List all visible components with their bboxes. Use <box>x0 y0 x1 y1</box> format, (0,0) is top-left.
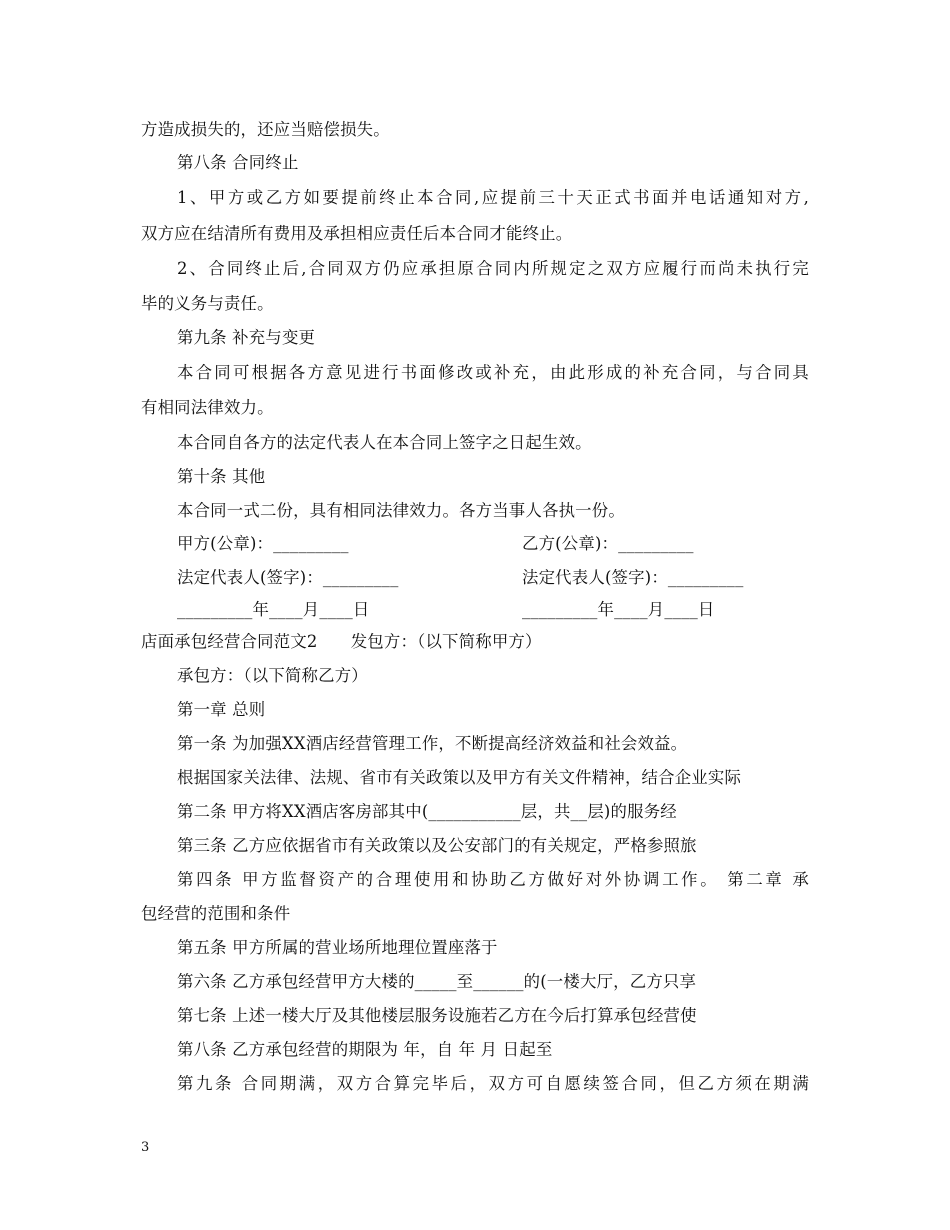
section-heading: 第十条 其他 <box>177 467 266 486</box>
paragraph-line: 根据国家关法律、法规、省市有关政策以及甲方有关文件精神，结合企业实际 <box>177 768 742 787</box>
party-b-seal-line: 乙方(公章)：_________ <box>522 534 694 553</box>
section-heading: 第九条 补充与变更 <box>177 328 316 347</box>
paragraph-line: 毕的义务与责任。 <box>141 294 274 313</box>
document-title-line: 店面承包经营合同范文2 发包方：（以下简称甲方） <box>141 632 542 651</box>
party-a-seal-line: 甲方(公章)：_________ <box>177 534 349 553</box>
paragraph-line: 第九条 合同期满，双方合算完毕后，双方可自愿续签合同，但乙方须在期满 <box>177 1074 809 1093</box>
section-heading: 第八条 合同终止 <box>177 153 299 172</box>
paragraph-line: 包经营的范围和条件 <box>141 904 291 923</box>
paragraph-line: 本合同一式二份，具有相同法律效力。各方当事人各执一份。 <box>177 501 625 520</box>
party-a-date-line: _________年____月____日 <box>177 600 370 619</box>
paragraph-line: 第五条 甲方所属的营业场所地理位置座落于 <box>177 938 498 957</box>
paragraph-line: 第八条 乙方承包经营的期限为 年，自 年 月 日起至 <box>177 1040 553 1059</box>
paragraph-line: 第二条 甲方将XX酒店客房部其中(___________层，共__层)的服务经 <box>177 802 677 821</box>
paragraph-line: 方造成损失的，还应当赔偿损失。 <box>141 120 390 139</box>
party-b-representative-line: 法定代表人(签字)：_________ <box>522 568 744 587</box>
paragraph-line: 第六条 乙方承包经营甲方大楼的_____至______的(一楼大厅，乙方只享 <box>177 972 697 991</box>
paragraph-line: 双方应在结清所有费用及承担相应责任后本合同才能终止。 <box>141 224 573 243</box>
page-number: 3 <box>141 1140 150 1155</box>
paragraph-line: 有相同法律效力。 <box>141 398 274 417</box>
paragraph-line: 1、甲方或乙方如要提前终止本合同,应提前三十天正式书面并电话通知对方, <box>177 188 809 207</box>
paragraph-line: 第三条 乙方应依据省市有关政策以及公安部门的有关规定，严格参照旅 <box>177 836 697 855</box>
paragraph-line: 第一条 为加强XX酒店经营管理工作，不断提高经济效益和社会效益。 <box>177 734 688 753</box>
paragraph-line: 第四条 甲方监督资产的合理使用和协助乙方做好对外协调工作。 第二章 承 <box>177 870 809 889</box>
paragraph-line: 本合同可根据各方意见进行书面修改或补充，由此形成的补充合同，与合同具 <box>177 363 809 382</box>
party-b-date-line: _________年____月____日 <box>522 600 715 619</box>
paragraph-line: 第七条 上述一楼大厅及其他楼层服务设施若乙方在今后打算承包经营使 <box>177 1006 697 1025</box>
chapter-heading: 第一章 总则 <box>177 700 266 719</box>
paragraph-line: 2、合同终止后,合同双方仍应承担原合同内所规定之双方应履行而尚未执行完 <box>177 259 809 278</box>
paragraph-line: 承包方：（以下简称乙方） <box>177 666 368 685</box>
paragraph-line: 本合同自各方的法定代表人在本合同上签字之日起生效。 <box>177 433 592 452</box>
party-a-representative-line: 法定代表人(签字)：_________ <box>177 568 399 587</box>
